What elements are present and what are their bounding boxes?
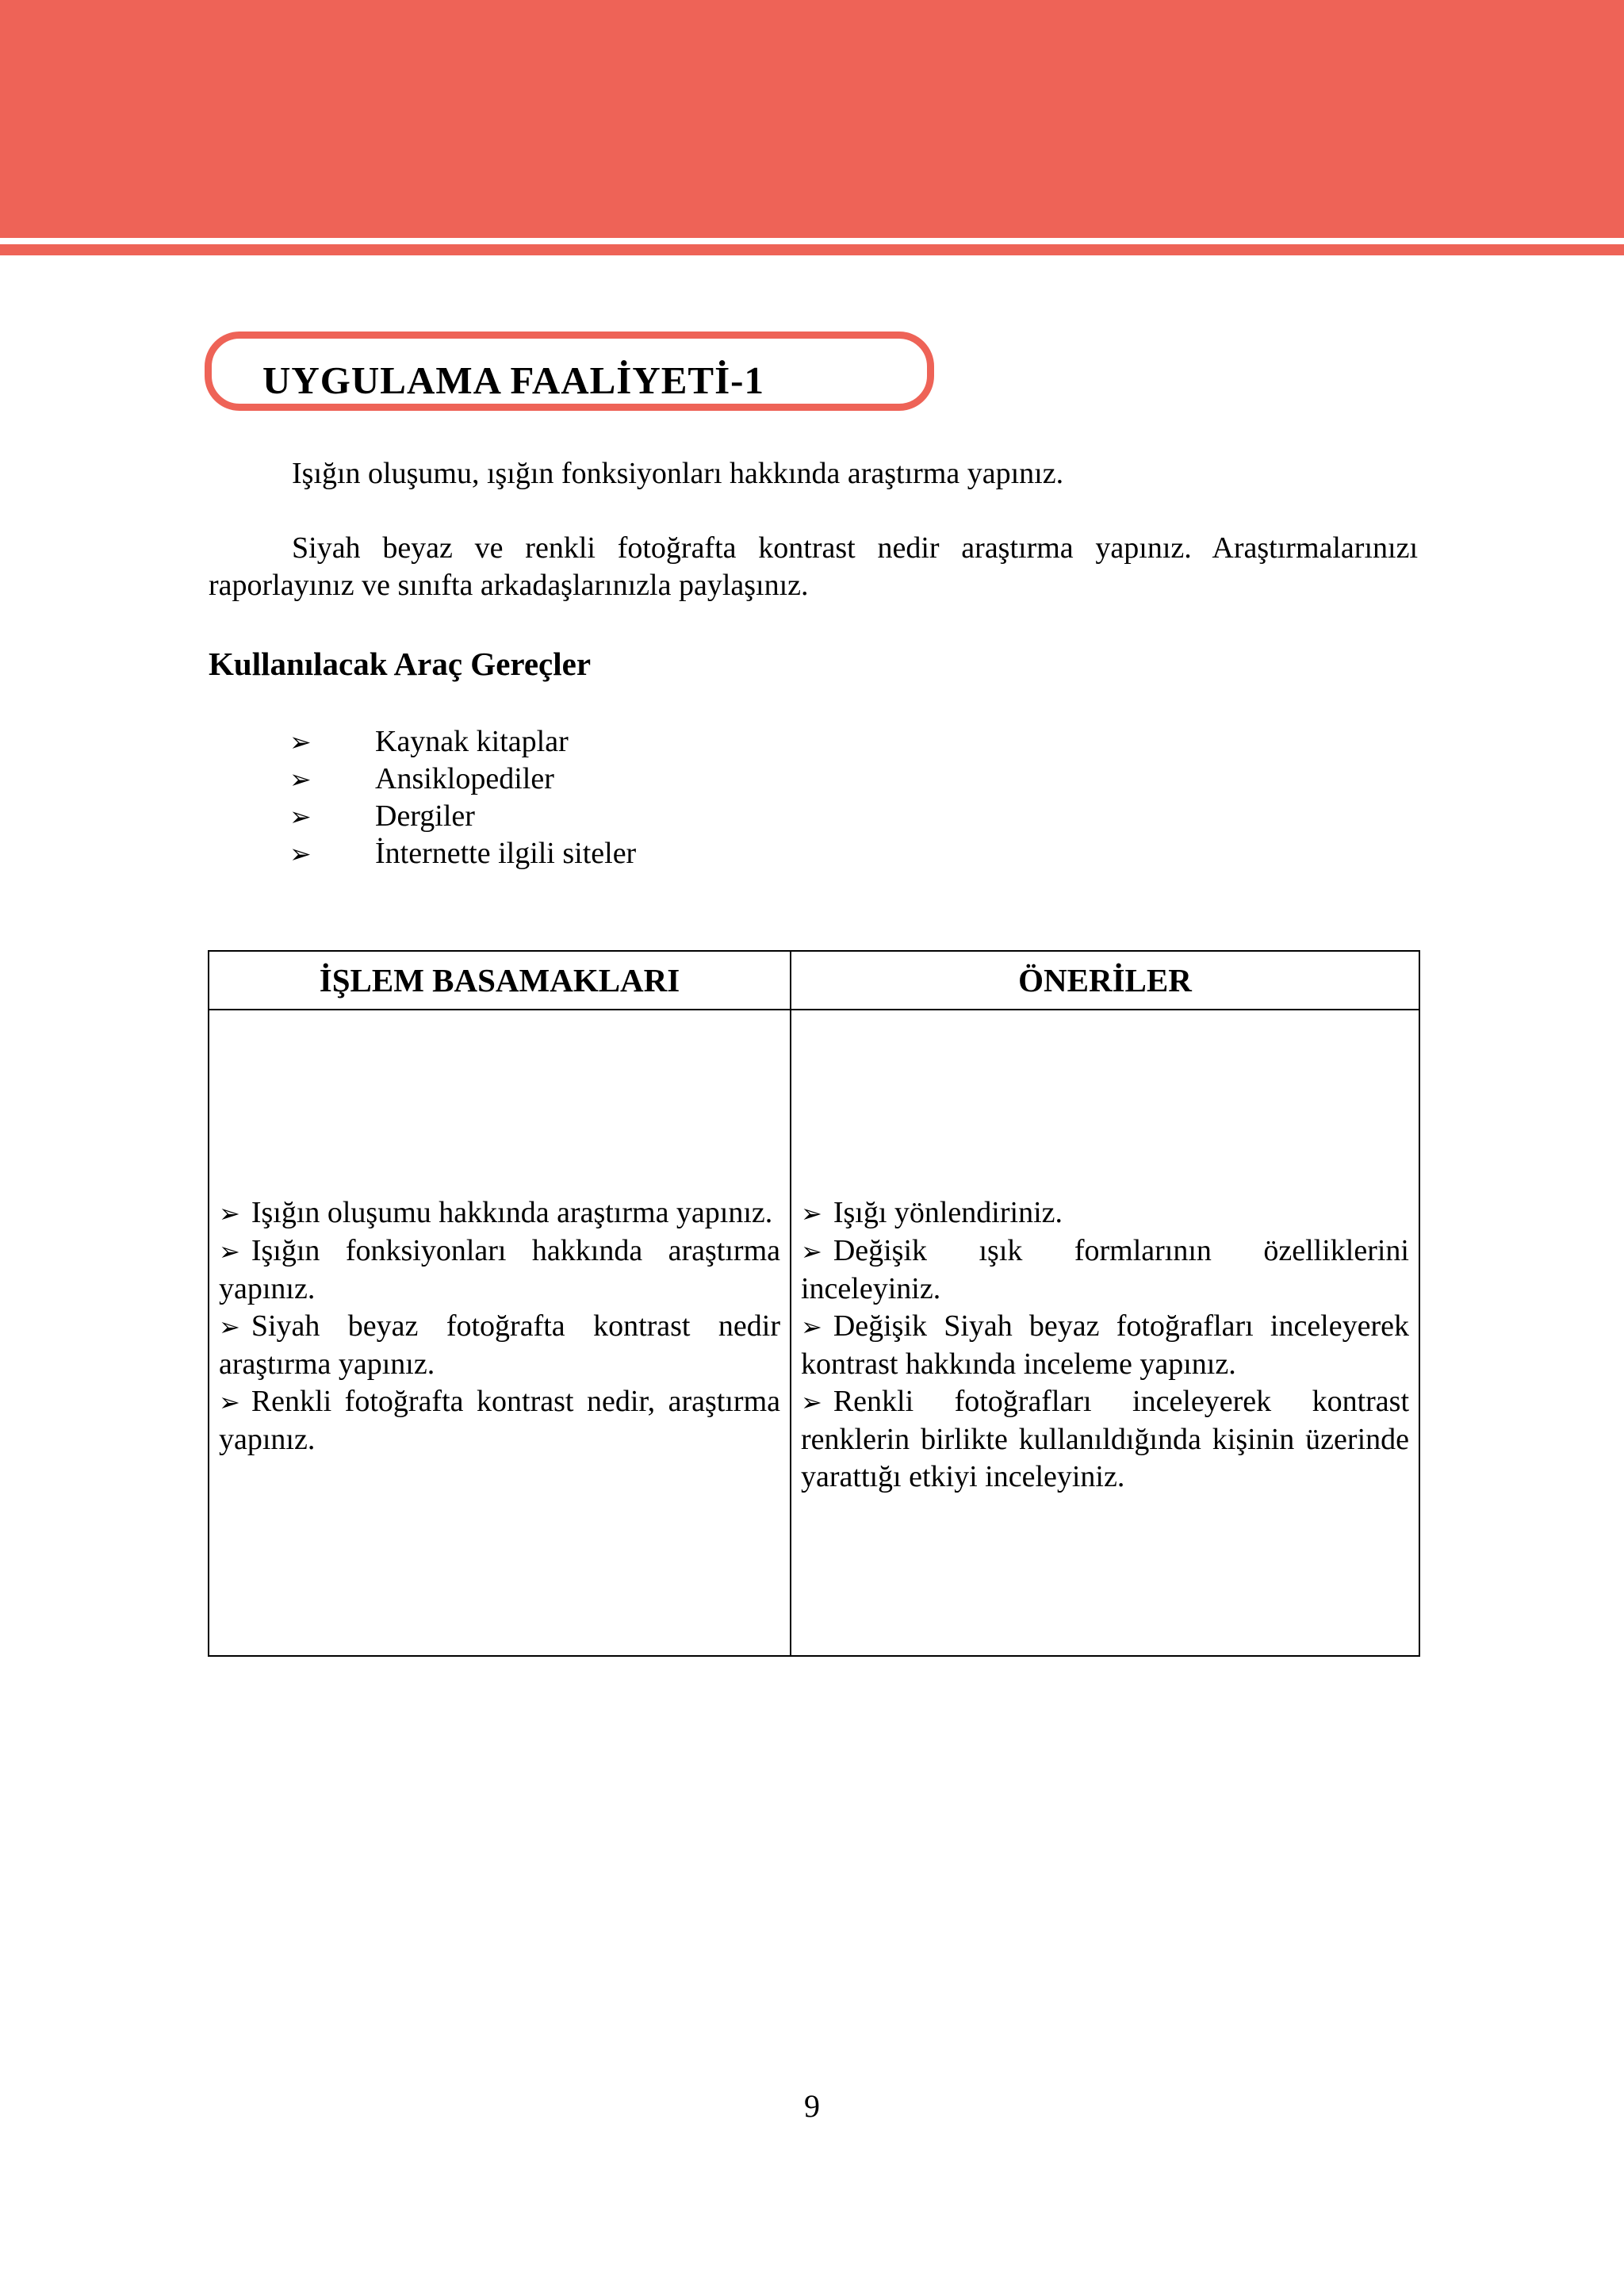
header-band <box>0 0 1624 238</box>
arrowhead-bullet-icon: ➢ <box>219 1198 240 1228</box>
tools-item-label: Dergiler <box>375 799 475 833</box>
tools-item-label: İnternette ilgili siteler <box>375 837 637 870</box>
arrowhead-bullet-icon: ➢ <box>289 726 312 757</box>
header-stripe <box>0 244 1624 255</box>
step-item <box>219 1383 780 1458</box>
arrowhead-bullet-icon: ➢ <box>801 1311 822 1342</box>
tools-heading: Kullanılacak Araç Gereçler <box>209 646 592 682</box>
header-suggestions: ÖNERİLER <box>791 951 1419 1010</box>
suggestions-cell <box>791 1010 1419 1656</box>
intro-paragraph-2: Siyah beyaz ve renkli fotoğrafta kontrast nedir araştırma yapınız. Araştırmalarınızı raporlayınız ve sınıfta arkadaşlarınızla paylaşınız. <box>209 531 1418 602</box>
table-row <box>209 1010 1419 1656</box>
arrowhead-bullet-icon: ➢ <box>801 1198 822 1228</box>
step-text: Işığın oluşumu hakkında araştırma yapınız. <box>251 1196 773 1229</box>
suggestion-item <box>801 1308 1409 1383</box>
activity-title: UYGULAMA FAALİYETİ-1 <box>262 358 764 402</box>
step-text: Siyah beyaz fotoğrafta kontrast nedir araştırma yapınız. <box>219 1309 780 1381</box>
suggestion-text: Değişik ışık formlarının özelliklerini inceleyiniz. <box>801 1233 1409 1305</box>
arrowhead-bullet-icon: ➢ <box>219 1236 240 1267</box>
step-text: Renkli fotoğrafta kontrast nedir, araştırma yapınız. <box>219 1385 780 1456</box>
arrowhead-bullet-icon: ➢ <box>289 801 312 832</box>
arrowhead-bullet-icon: ➢ <box>801 1236 822 1267</box>
arrowhead-bullet-icon: ➢ <box>289 838 312 869</box>
step-item <box>219 1308 780 1383</box>
suggestion-text: Işığı yönlendiriniz. <box>833 1195 1063 1229</box>
intro-paragraph-1: Işığın oluşumu, ışığın fonksiyonları hakkında araştırma yapınız. <box>292 457 1064 490</box>
table-header-row <box>209 951 1419 1010</box>
suggestion-item <box>801 1232 1409 1308</box>
page-number: 9 <box>804 2088 820 2124</box>
header-process-steps: İŞLEM BASAMAKLARI <box>209 951 791 1010</box>
arrowhead-bullet-icon: ➢ <box>801 1386 822 1417</box>
suggestion-text: Renkli fotoğrafları inceleyerek kontrast renklerin birlikte kullanıldığında kişinin üzerinde yarattığı etkiyi inceleyiniz. <box>801 1384 1409 1493</box>
step-item <box>219 1194 780 1232</box>
step-item <box>219 1232 780 1308</box>
activity-title-box <box>205 332 934 411</box>
tools-item-label: Kaynak kitaplar <box>375 725 569 758</box>
steps-table <box>208 950 1420 1657</box>
step-text: Işığın fonksiyonları hakkında araştırma yapınız. <box>219 1234 780 1305</box>
process-steps-cell <box>209 1010 791 1656</box>
arrowhead-bullet-icon: ➢ <box>219 1387 240 1417</box>
suggestion-text: Değişik Siyah beyaz fotoğrafları inceleyerek kontrast hakkında inceleme yapınız. <box>801 1309 1409 1381</box>
suggestion-item <box>801 1194 1409 1232</box>
arrowhead-bullet-icon: ➢ <box>219 1312 240 1342</box>
tools-item-label: Ansiklopediler <box>375 762 554 795</box>
suggestion-item <box>801 1383 1409 1496</box>
arrowhead-bullet-icon: ➢ <box>289 764 312 795</box>
